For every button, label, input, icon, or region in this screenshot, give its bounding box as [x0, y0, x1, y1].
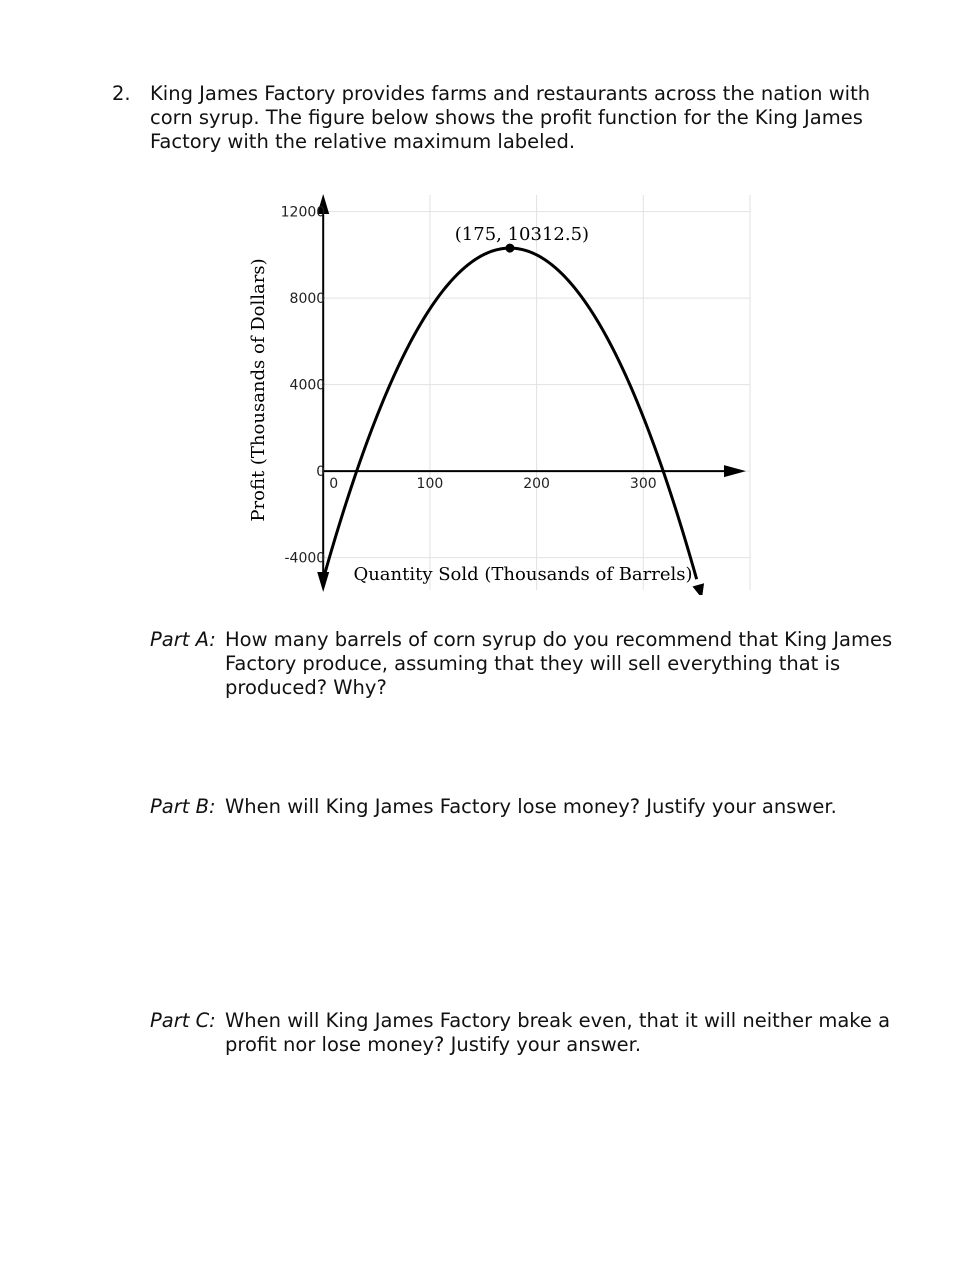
- part-b: [150, 795, 920, 825]
- part-a-label: Part A:: [150, 628, 216, 651]
- part-a: [150, 628, 920, 708]
- profit-chart: [240, 185, 760, 595]
- chart-ticks: [281, 205, 657, 567]
- y-tick-label-4000: 4000: [289, 377, 326, 394]
- question-number: 2.: [112, 82, 131, 105]
- part-b-label: Part B:: [150, 795, 216, 818]
- x-axis-arrow-right: [724, 465, 746, 477]
- x-tick-label-200: 200: [523, 476, 550, 493]
- y-tick-label-0: 0: [316, 464, 326, 481]
- x-tick-label-100: 100: [416, 476, 444, 493]
- question-text: King James Factory provides farms and restaurants across the nation with corn syrup. The figure below shows the profit function for the King James Factory with the relative maximum labeled.: [150, 82, 871, 153]
- relative-maximum-label: (175, 10312.5): [454, 224, 590, 246]
- y-axis-label: Profit (Thousands of Dollars): [248, 258, 269, 522]
- part-c-label: Part C:: [150, 1009, 216, 1032]
- part-a-text: How many barrels of corn syrup do you recommend that King James Factory produce, assuming that they will sell everything that is produced? Why?: [225, 628, 893, 699]
- curve-arrows: [692, 583, 704, 595]
- part-c-text: When will King James Factory break even, that it will neither make a profit nor lose money? Justify your answer.: [225, 1009, 891, 1056]
- x-tick-label-0: 0: [329, 476, 339, 493]
- part-c: [150, 1009, 920, 1064]
- y-tick-label-12000: 12000: [280, 204, 326, 221]
- x-tick-label-300: 300: [629, 476, 657, 493]
- y-tick-label-8000: 8000: [289, 291, 326, 308]
- curve-arrow-right: [692, 583, 704, 595]
- part-b-text: When will King James Factory lose money? Justify your answer.: [225, 795, 837, 818]
- y-tick-label--4000: -4000: [284, 550, 326, 567]
- x-axis-label: Quantity Sold (Thousands of Barrels): [353, 564, 693, 585]
